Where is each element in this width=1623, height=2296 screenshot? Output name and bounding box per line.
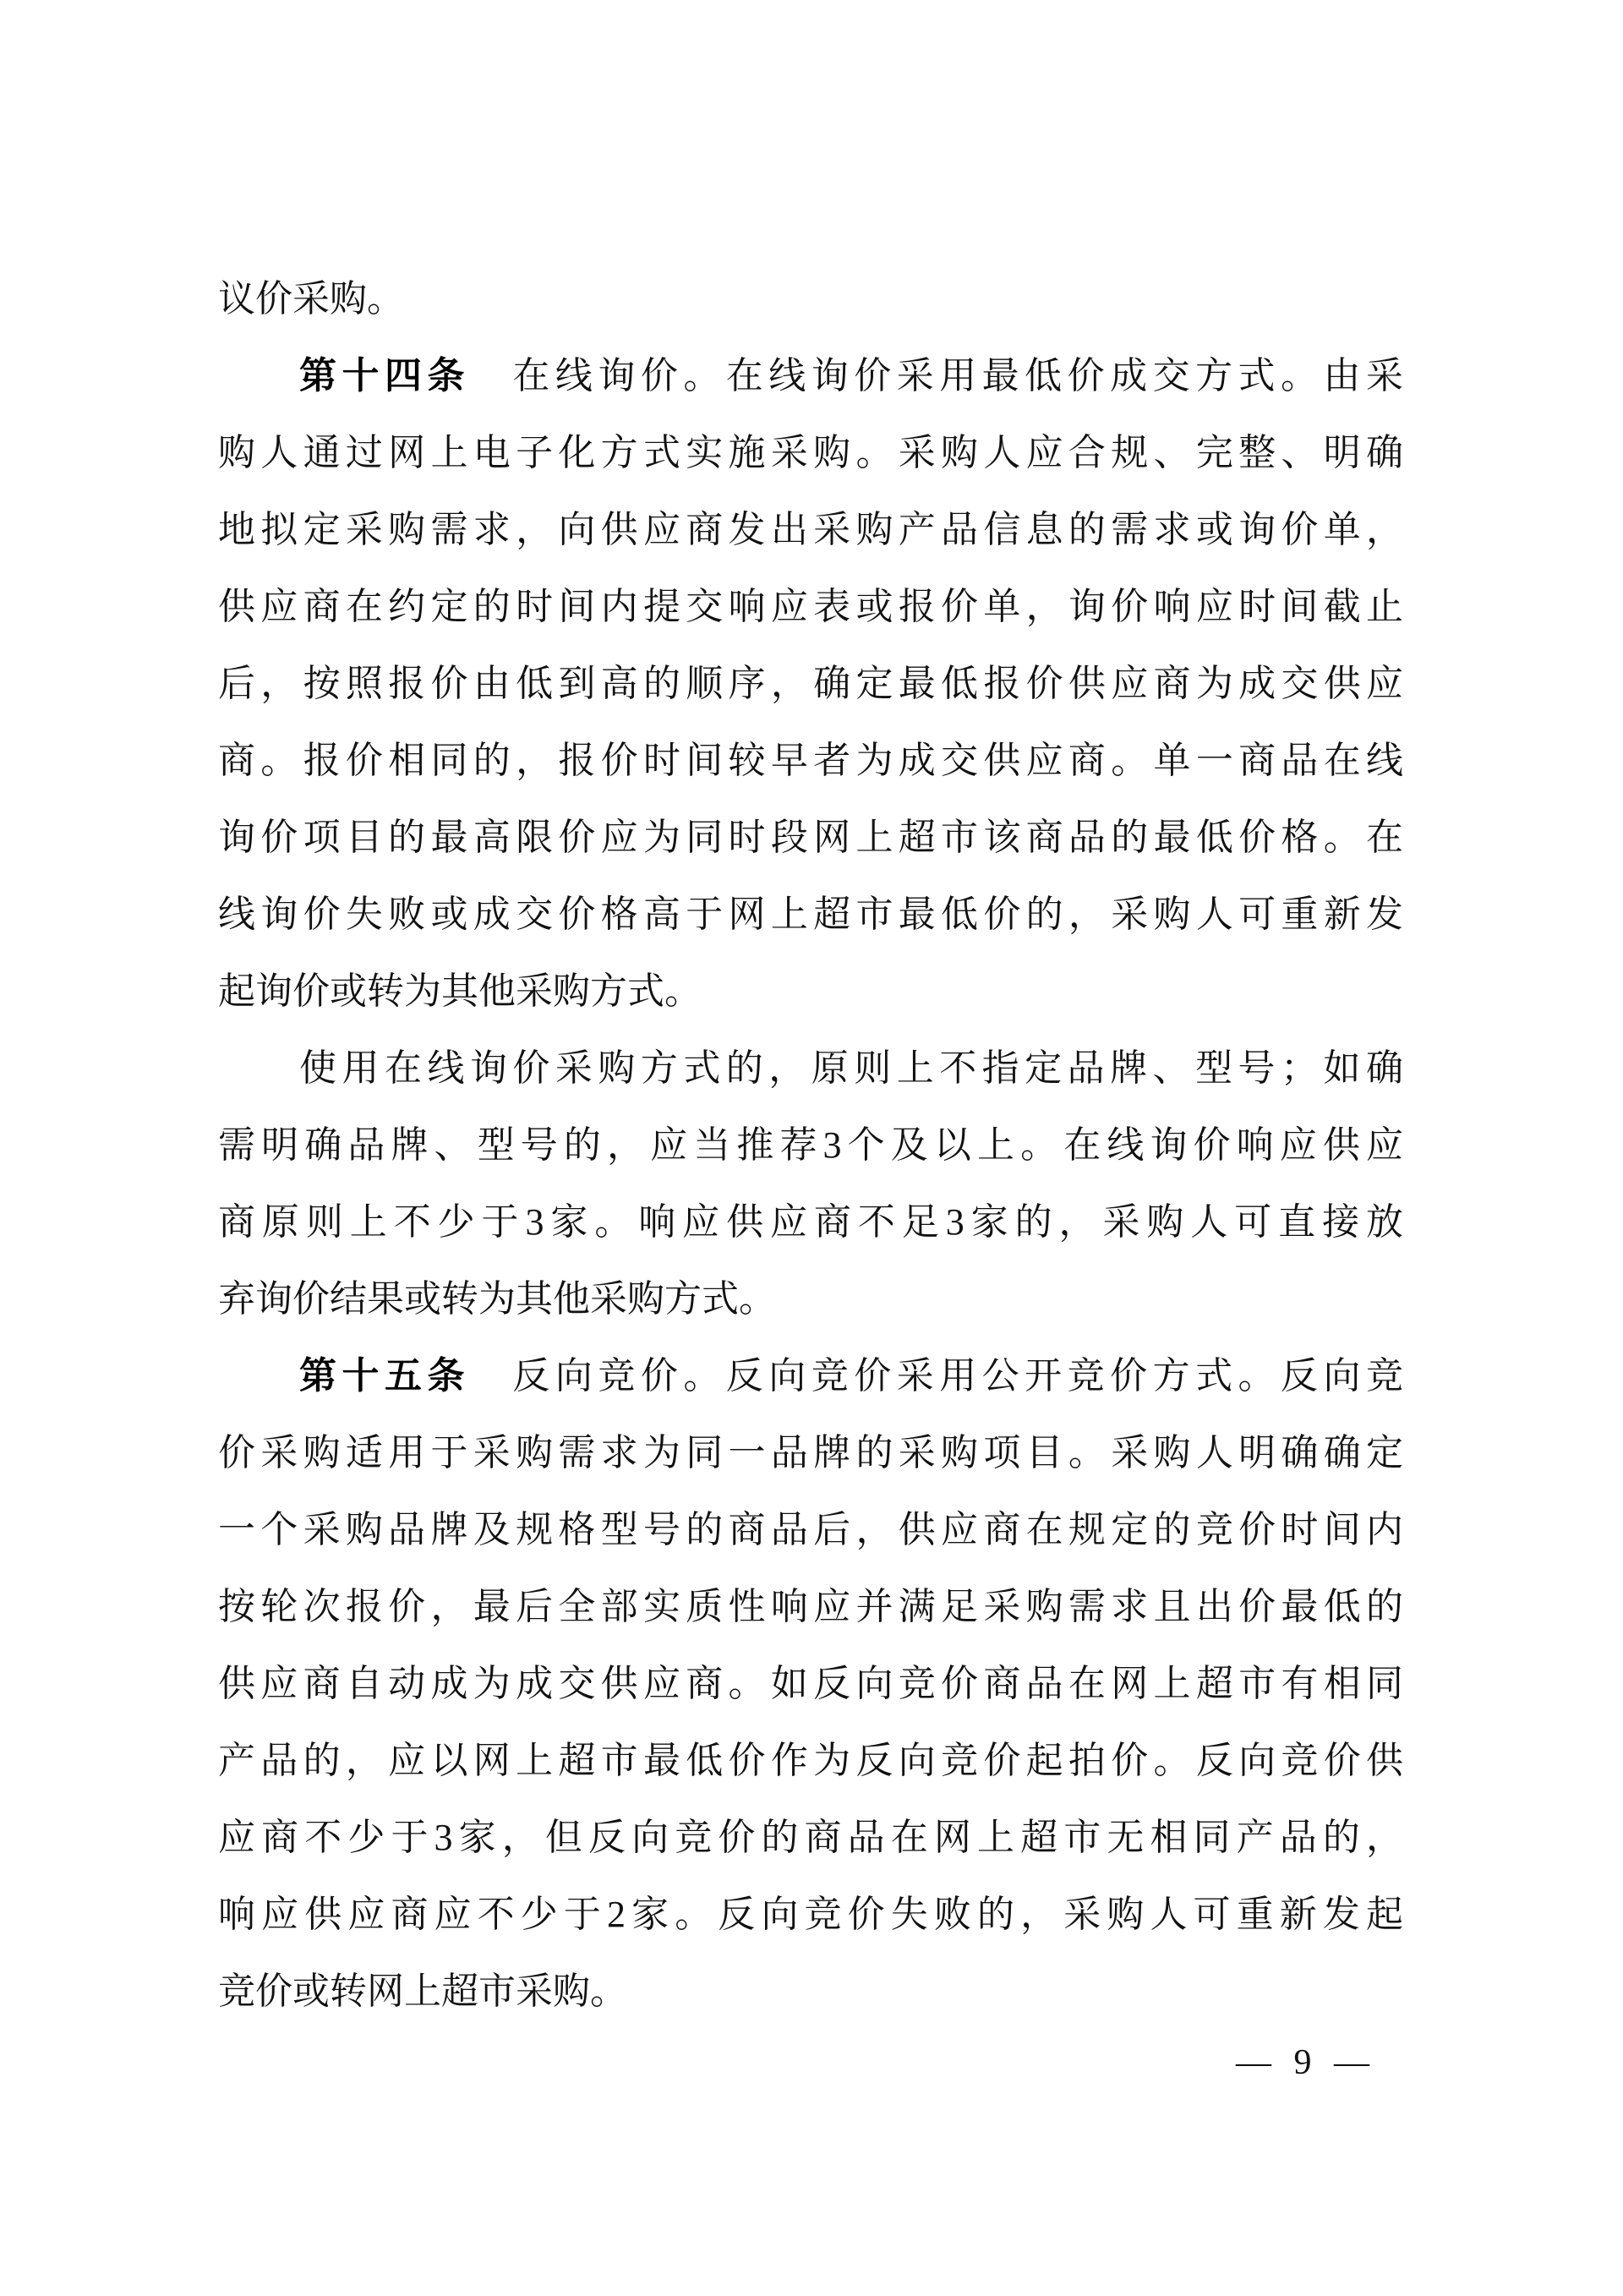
- line-text: 响应供应商应不少于2家。反向竞价失败的，采购人可重新发起: [218, 1894, 1403, 1935]
- text-line: [218, 1876, 1403, 1953]
- line-text: 商原则上不少于3家。响应供应商不足3家的，采购人可直接放: [218, 1201, 1403, 1243]
- line-text: 供应商在约定的时间内提交响应表或报价单，询价响应时间截止: [218, 586, 1403, 627]
- line-text: 询价项目的最高限价应为同时段网上超市该商品的最低价格。在: [218, 817, 1403, 858]
- line-text: 反向竞价。反向竞价采用公开竞价方式。反向竞: [469, 1355, 1403, 1397]
- article-number: 第十四条: [299, 355, 470, 396]
- line-text: 一个采购品牌及规格型号的商品后，供应商在规定的竞价时间内: [218, 1509, 1403, 1550]
- line-text: 议价采购。: [218, 278, 404, 320]
- text-line: [218, 491, 1403, 568]
- text-line: [218, 1260, 1403, 1337]
- line-text: 竞价或转网上超市采购。: [218, 1971, 627, 2012]
- text-line: [218, 1799, 1403, 1876]
- text-line: [218, 1337, 1403, 1414]
- text-line: [218, 1491, 1403, 1568]
- line-text: 按轮次报价，最后全部实质性响应并满足采购需求且出价最低的: [218, 1586, 1403, 1627]
- line-text: 供应商自动成为成交供应商。如反向竞价商品在网上超市有相同: [218, 1663, 1403, 1704]
- text-line: [218, 414, 1403, 491]
- text-line: [218, 1414, 1403, 1491]
- text-line: [218, 337, 1403, 414]
- line-text: 地拟定采购需求，向供应商发出采购产品信息的需求或询价单，: [218, 509, 1403, 550]
- line-text: 产品的，应以网上超市最低价作为反向竞价起拍价。反向竞价供: [218, 1740, 1403, 1781]
- line-text: 应商不少于3家，但反向竞价的商品在网上超市无相同产品的，: [218, 1817, 1403, 1858]
- text-line: [218, 1568, 1403, 1645]
- line-text: 弃询价结果或转为其他采购方式。: [218, 1278, 776, 1320]
- line-text: 在线询价。在线询价采用最低价成交方式。由采: [469, 355, 1403, 396]
- line-text: 起询价或转为其他采购方式。: [218, 970, 702, 1012]
- text-line: [218, 722, 1403, 799]
- line-text: 商。报价相同的，报价时间较早者为成交供应商。单一商品在线: [218, 740, 1403, 781]
- line-text: 需明确品牌、型号的，应当推荐3个及以上。在线询价响应供应: [218, 1124, 1403, 1166]
- line-text: 后，按照报价由低到高的顺序，确定最低报价供应商为成交供应: [218, 663, 1403, 704]
- line-text: 线询价失败或成交价格高于网上超市最低价的，采购人可重新发: [218, 894, 1403, 935]
- text-line: [218, 1184, 1403, 1260]
- text-line: [218, 876, 1403, 953]
- page-number: — 9 —: [1236, 2043, 1376, 2082]
- text-line: [218, 1953, 1403, 2030]
- text-line: [218, 953, 1403, 1030]
- text-line: [218, 568, 1403, 645]
- text-line: [218, 799, 1403, 876]
- text-line: [218, 1645, 1403, 1722]
- text-line: [218, 260, 1403, 337]
- text-line: [218, 1722, 1403, 1799]
- line-text: 使用在线询价采购方式的，原则上不指定品牌、型号；如确: [299, 1047, 1403, 1089]
- line-text: 购人通过网上电子化方式实施采购。采购人应合规、完整、明确: [218, 432, 1403, 473]
- text-line: [218, 1030, 1403, 1107]
- line-text: 价采购适用于采购需求为同一品牌的采购项目。采购人明确确定: [218, 1432, 1403, 1473]
- document-body: [218, 260, 1403, 2030]
- text-line: [218, 1107, 1403, 1184]
- text-line: [218, 645, 1403, 722]
- article-number: 第十五条: [299, 1355, 470, 1397]
